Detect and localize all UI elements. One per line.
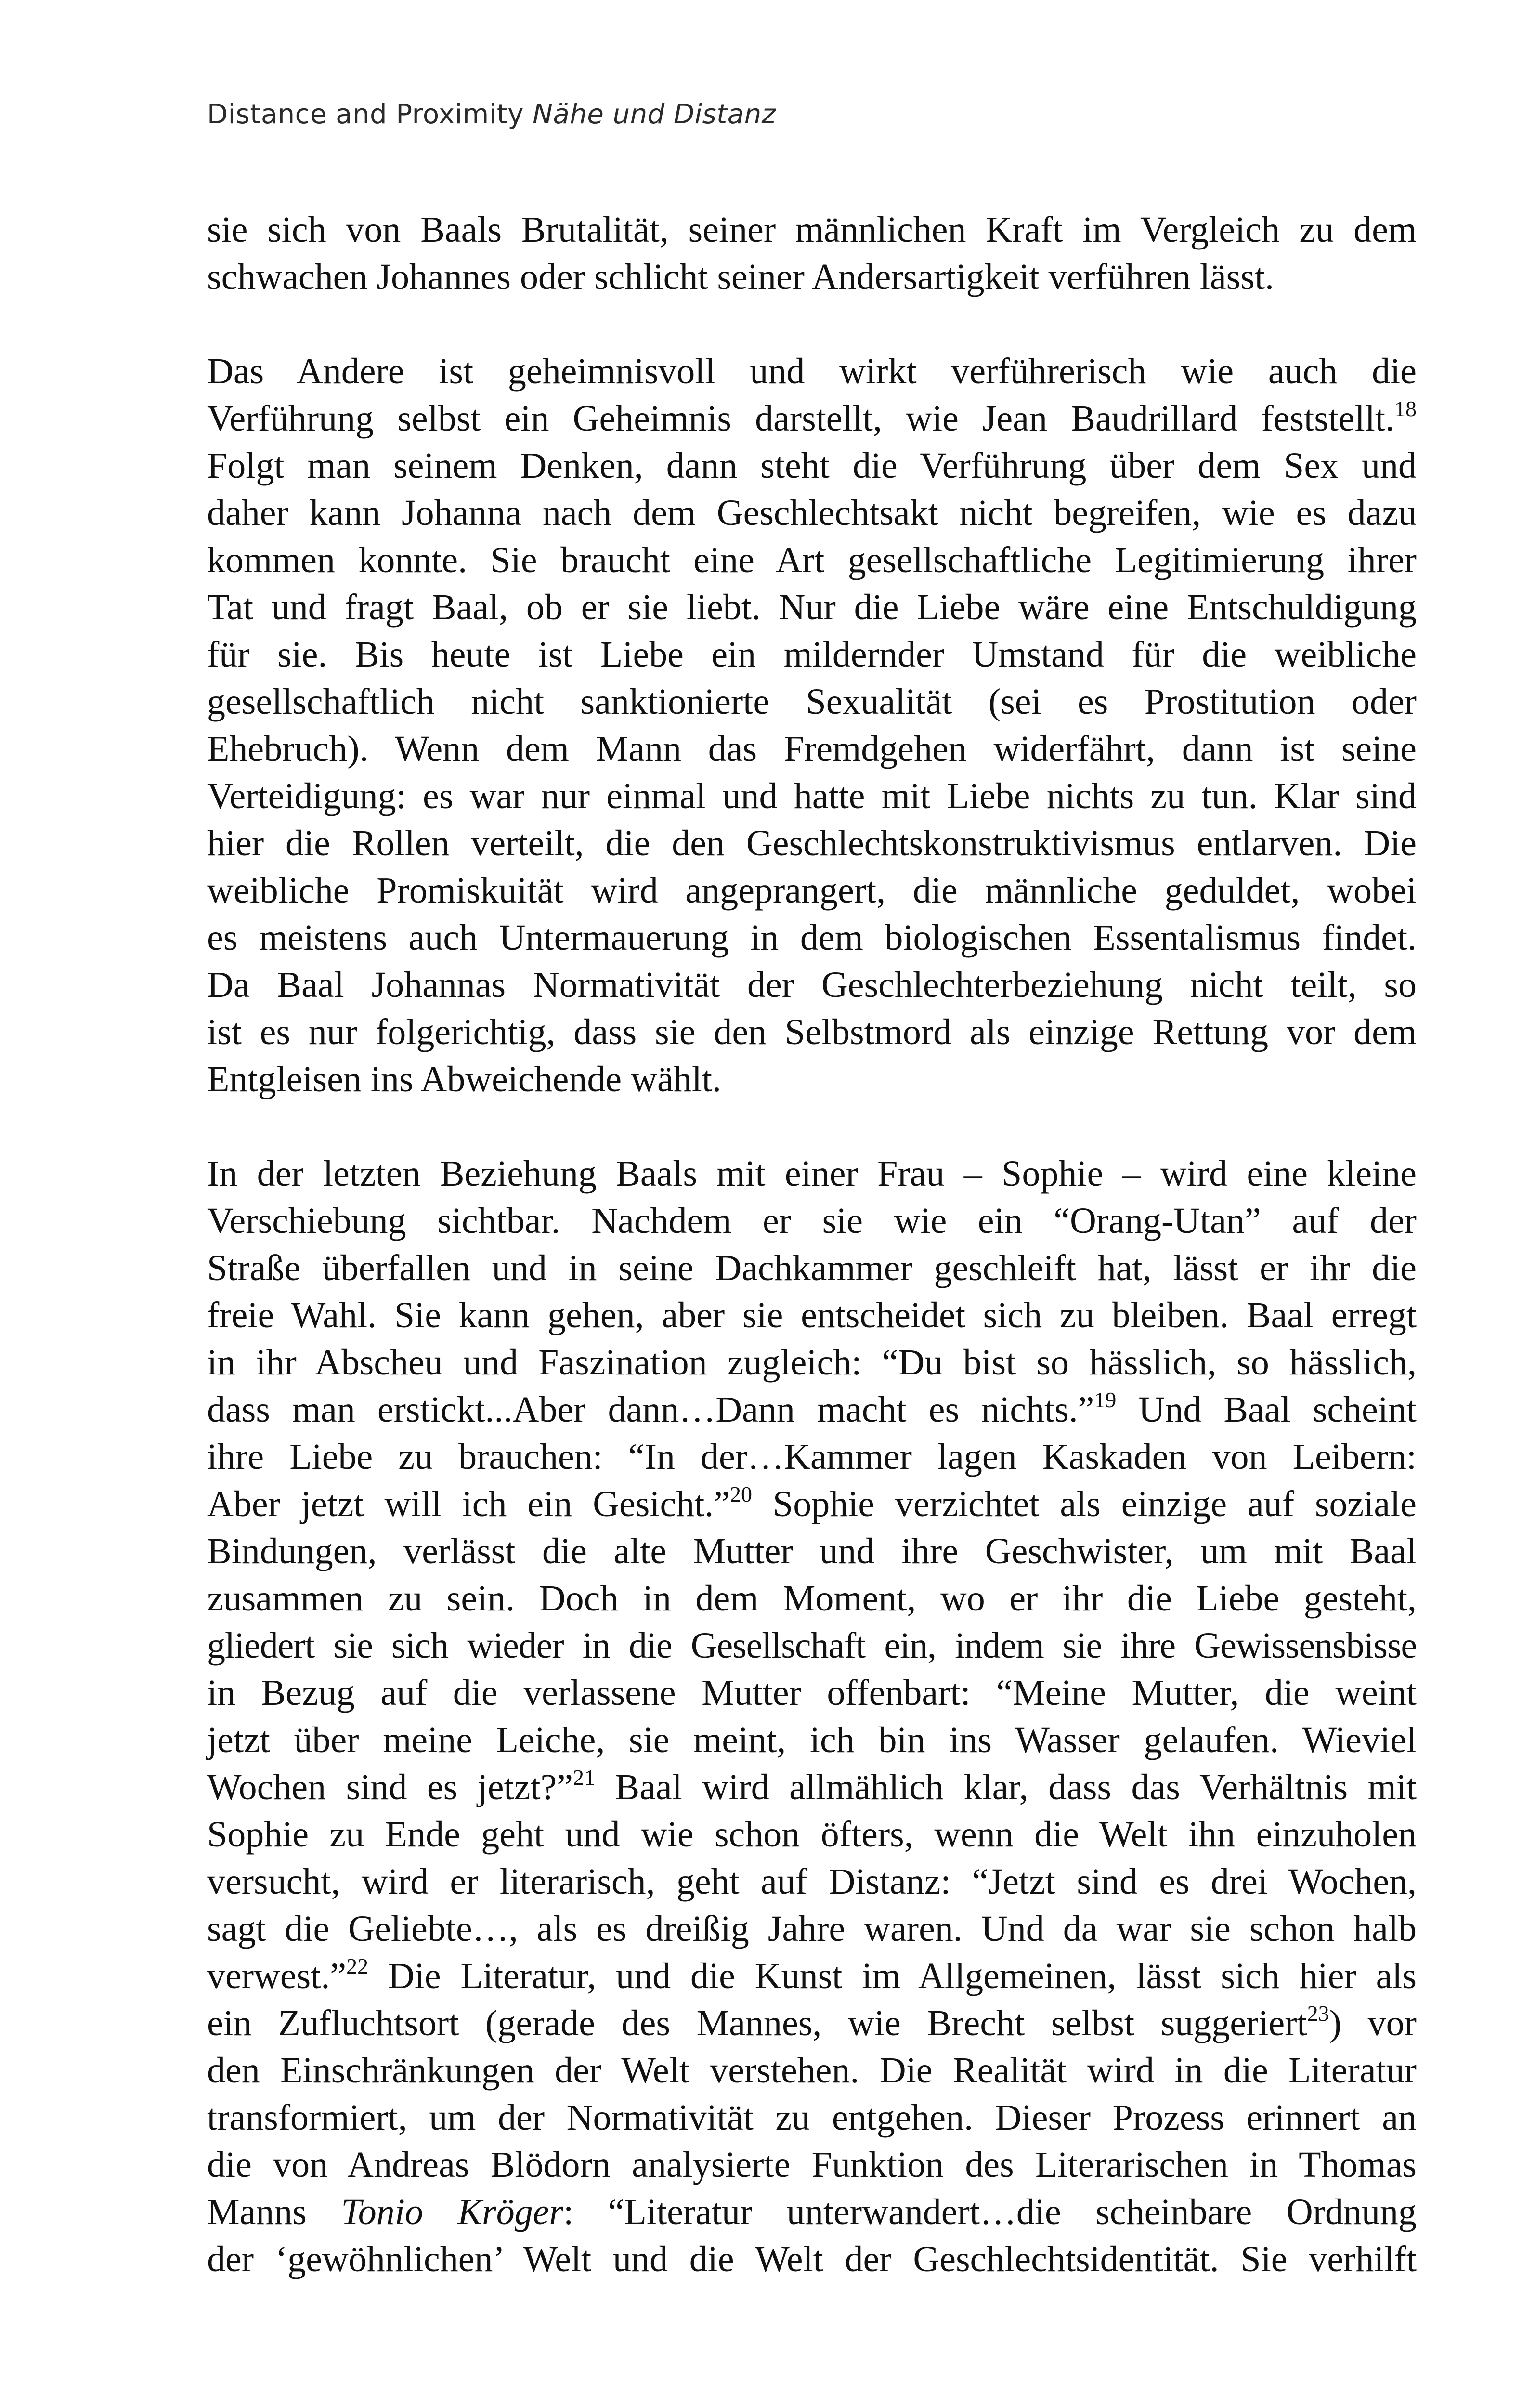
text-line: hier die Rollen verteilt, die den Geschlechtskonstruktivismus entlarven. Die [207, 823, 1417, 864]
text-line: Folgt man seinem Denken, dann steht die Verführung über dem Sex und [207, 445, 1417, 486]
text-segment: Die Literatur, und die Kunst im Allgemeinen, lässt sich hier als [368, 1956, 1417, 1996]
text-line: ihre Liebe zu brauchen: “In der…Kammer lagen Kaskaden von Leibern: [207, 1437, 1417, 1477]
footnote-marker: 18 [1394, 396, 1417, 421]
text-segment: Verführung selbst ein Geheimnis darstellt, wie Jean Baudrillard feststellt. [207, 398, 1394, 439]
text-segment: Baal wird allmählich klar, dass das Verhältnis mit [595, 1767, 1417, 1807]
running-title: Distance and Proximity [207, 99, 524, 130]
text-line [207, 1764, 1417, 1811]
text-line: daher kann Johanna nach dem Geschlechtsakt nicht begreifen, wie es dazu [207, 493, 1417, 533]
text-line: Das Andere ist geheimnisvoll und wirkt verführerisch wie auch die [207, 351, 1417, 392]
footnote-marker: 23 [1307, 2001, 1329, 2026]
text-line: jetzt über meine Leiche, sie meint, ich bin ins Wasser gelaufen. Wieviel [207, 1720, 1417, 1760]
text-segment: dass man erstickt...Aber dann…Dann macht es nichts.” [207, 1389, 1094, 1430]
text-line: den Einschränkungen der Welt verstehen. Die Realität wird in die Literatur [207, 2050, 1417, 2091]
text-line: Straße überfallen und in seine Dachkammer geschleift hat, lässt er ihr die [207, 1248, 1417, 1288]
text-line: schwachen Johannes oder schlicht seiner Andersartigkeit verführen lässt. [207, 257, 1274, 297]
text-line: In der letzten Beziehung Baals mit einer Frau – Sophie – wird eine kleine [207, 1153, 1417, 1194]
text-line [207, 2000, 1417, 2047]
text-segment: Wochen sind es jetzt?” [207, 1767, 573, 1807]
text-line: Verschiebung sichtbar. Nachdem er sie wie ein “Orang-Utan” auf der [207, 1201, 1417, 1241]
text-line: Verteidigung: es war nur einmal und hatte mit Liebe nichts zu tun. Klar sind [207, 776, 1417, 816]
footnote-marker: 22 [346, 1954, 369, 1978]
text-line: die von Andreas Blödorn analysierte Funktion des Literarischen in Thomas [207, 2145, 1417, 2185]
text-line: zusammen zu sein. Doch in dem Moment, wo er ihr die Liebe gesteht, [207, 1578, 1417, 1619]
footnote-marker: 19 [1094, 1387, 1117, 1412]
text-line: Sophie zu Ende geht und wie schon öfters, wenn die Welt ihn einzuholen [207, 1814, 1417, 1855]
text-line: freie Wahl. Sie kann gehen, aber sie entscheidet sich zu bleiben. Baal erregt [207, 1295, 1417, 1335]
text-segment: Sophie verzichtet als einzige auf soziale [752, 1484, 1417, 1524]
text-line: Entgleisen ins Abweichende wählt. [207, 1059, 721, 1099]
text-line: für sie. Bis heute ist Liebe ein mildernder Umstand für die weibliche [207, 634, 1417, 675]
text-line [207, 1480, 1417, 1528]
text-line: Ehebruch). Wenn dem Mann das Fremdgehen widerfährt, dann ist seine [207, 729, 1417, 769]
text-line [207, 395, 1417, 442]
text-segment: verwest.” [207, 1956, 347, 1996]
text-segment: ein Zufluchtsort (gerade des Mannes, wie Brecht selbst suggeriert [207, 2003, 1307, 2043]
running-header [207, 99, 776, 130]
text-line: sie sich von Baals Brutalität, seiner männlichen Kraft im Vergleich zu dem [207, 209, 1417, 250]
text-line [207, 1386, 1417, 1433]
text-line: der ‘gewöhnlichen’ Welt und die Welt der Geschlechtsidentität. Sie verhilft [207, 2239, 1417, 2279]
text-line: ist es nur folgerichtig, dass sie den Selbstmord als einzige Rettung vor dem [207, 1012, 1417, 1052]
text-line: transformiert, um der Normativität zu entgehen. Dieser Prozess erinnert an [207, 2097, 1417, 2138]
text-segment: : “Literatur unterwandert…die scheinbare Ordnung [563, 2192, 1417, 2232]
text-line [207, 2188, 1417, 2236]
text-line [207, 1952, 1417, 2000]
book-title-italic: Tonio Kröger [341, 2192, 564, 2232]
text-line: weibliche Promiskuität wird angeprangert, die männliche geduldet, wobei [207, 870, 1417, 911]
text-line: versucht, wird er literarisch, geht auf Distanz: “Jetzt sind es drei Wochen, [207, 1861, 1417, 1902]
running-title-german: Nähe und Distanz [533, 99, 776, 130]
paragraph-2 [207, 348, 1417, 1103]
text-segment: ) vor [1329, 2003, 1417, 2043]
text-line: Da Baal Johannas Normativität der Geschlechterbeziehung nicht teilt, so [207, 965, 1417, 1005]
text-line: in ihr Abscheu und Faszination zugleich: “Du bist so hässlich, so hässlich, [207, 1342, 1417, 1383]
text-line: es meistens auch Untermauerung in dem biologischen Essentalismus findet. [207, 917, 1417, 958]
footnote-marker: 20 [730, 1482, 753, 1506]
paragraph-3 [207, 1150, 1417, 2283]
text-line: in Bezug auf die verlassene Mutter offenbart: “Meine Mutter, die weint [207, 1673, 1417, 1713]
text-line: sagt die Geliebte…, als es dreißig Jahre waren. Und da war sie schon halb [207, 1909, 1417, 1949]
text-line: kommen konnte. Sie braucht eine Art gesellschaftliche Legitimierung ihrer [207, 540, 1417, 580]
text-line: Bindungen, verlässt die alte Mutter und ihre Geschwister, um mit Baal [207, 1531, 1417, 1571]
text-line: gesellschaftlich nicht sanktionierte Sexualität (sei es Prostitution oder [207, 681, 1417, 722]
paragraph-1 [207, 206, 1417, 301]
text-line: Tat und fragt Baal, ob er sie liebt. Nur die Liebe wäre eine Entschuldigung [207, 587, 1417, 628]
text-segment: Aber jetzt will ich ein Gesicht.” [207, 1484, 730, 1524]
footnote-marker: 21 [572, 1765, 595, 1790]
text-segment: Und Baal scheint [1116, 1389, 1417, 1430]
text-line: gliedert sie sich wieder in die Gesellschaft ein, indem sie ihre Gewissensbisse [207, 1625, 1417, 1666]
body-text [207, 206, 1417, 2283]
text-segment: Manns [207, 2192, 341, 2232]
